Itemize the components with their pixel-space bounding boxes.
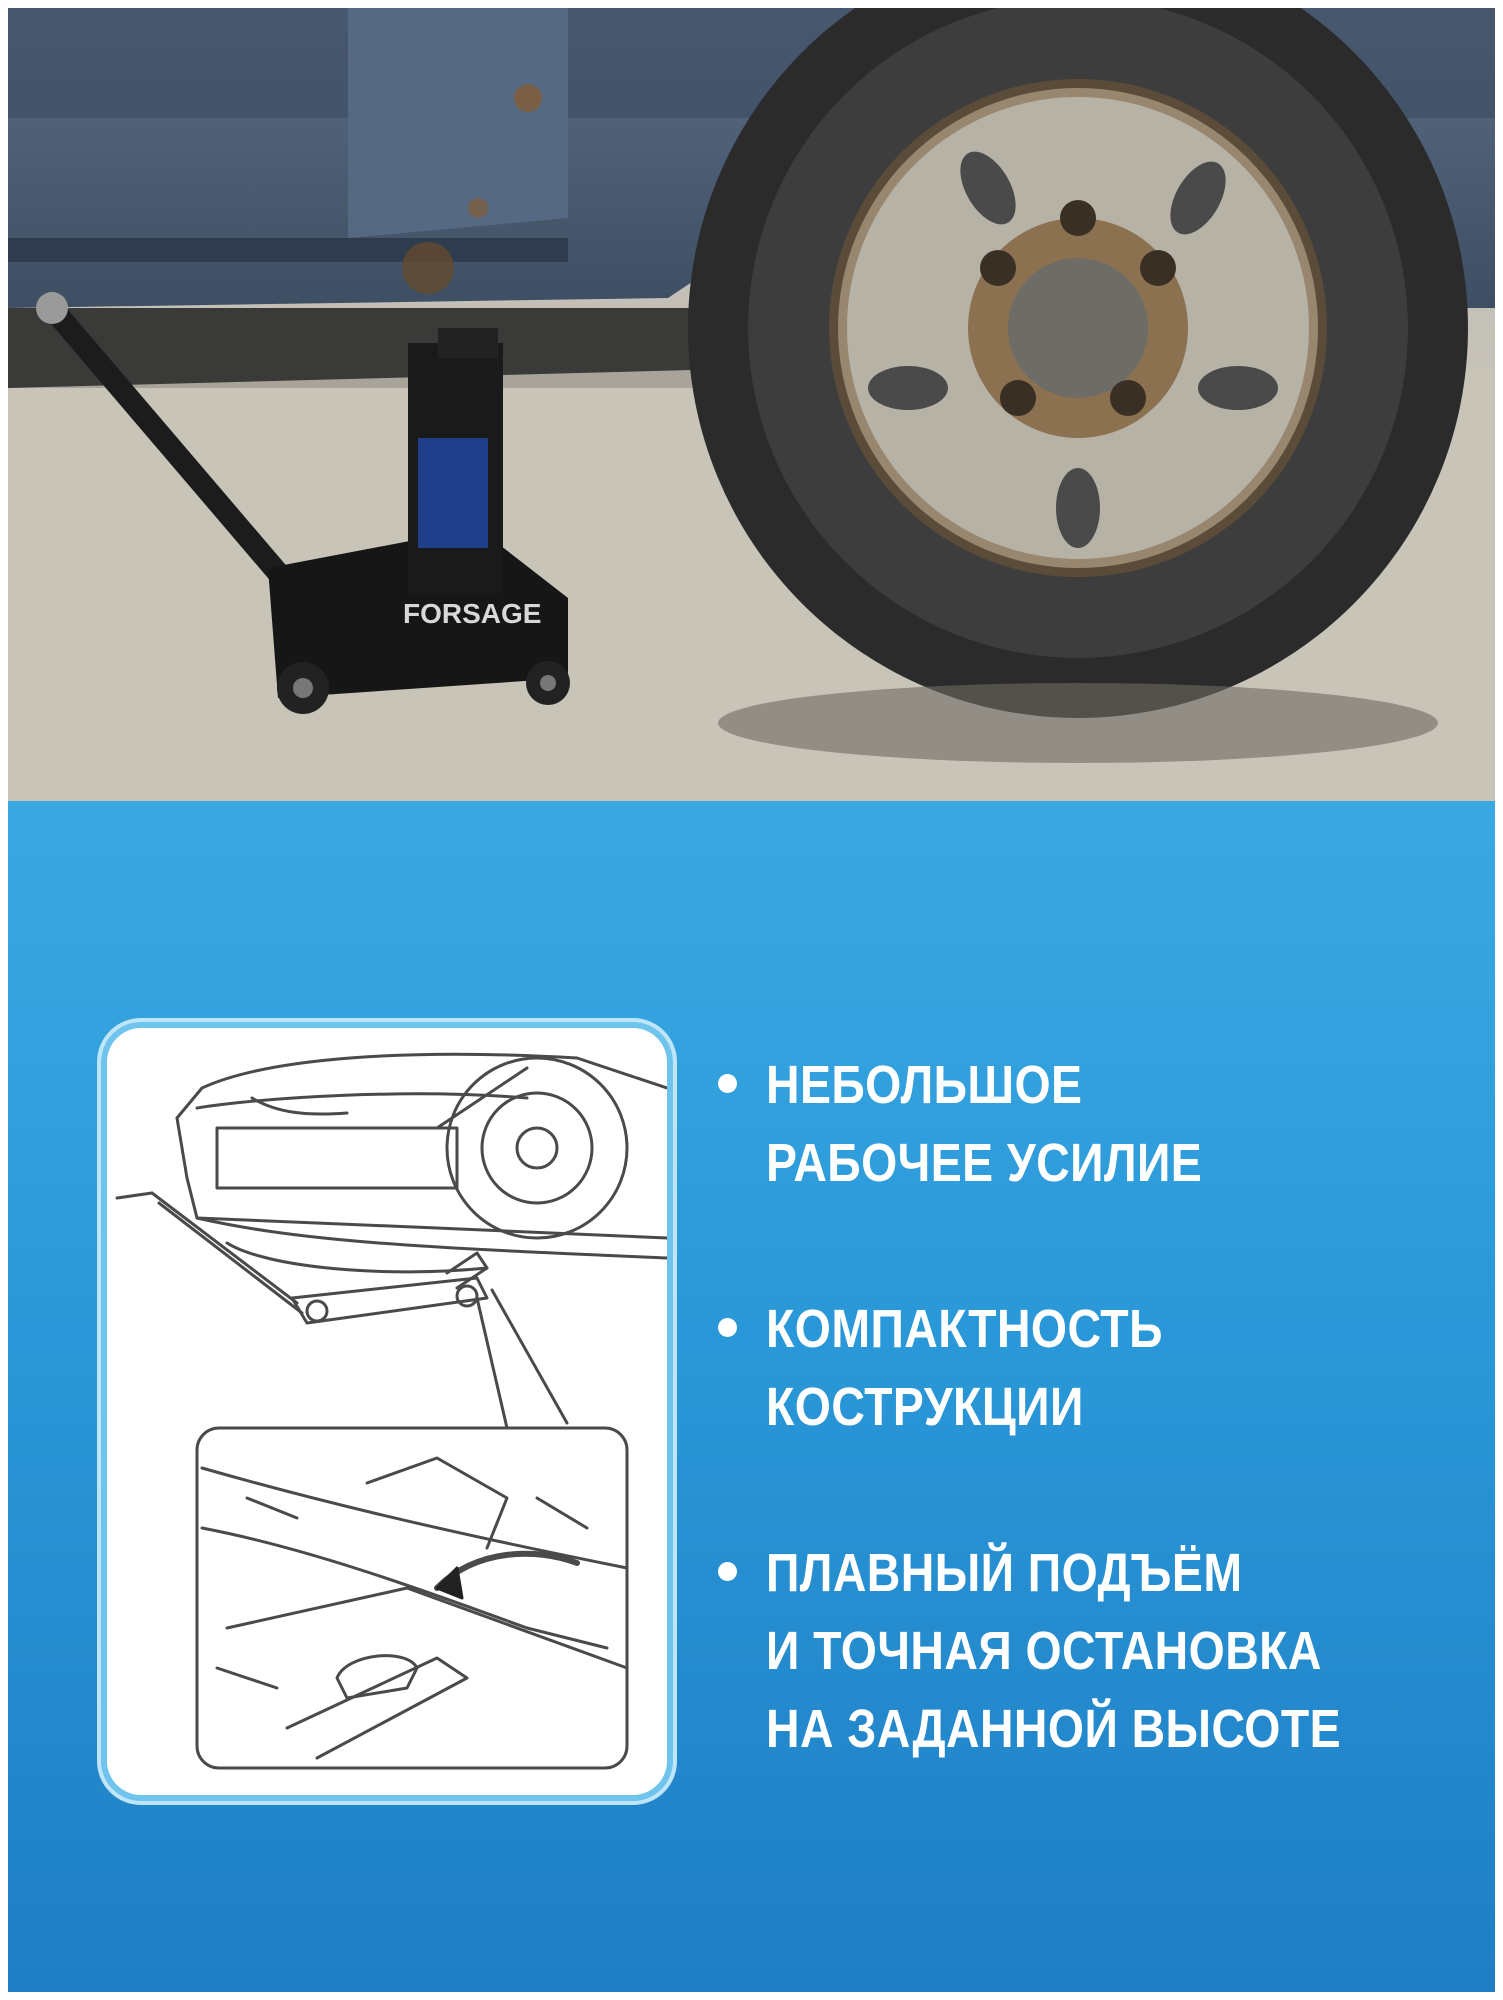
feature-text-line: РАБОЧЕЕ УСИЛИЕ: [766, 1133, 1203, 1193]
bullet-icon: [718, 1318, 737, 1337]
bullet-icon: [718, 1562, 737, 1581]
jack-diagram-card: [107, 1028, 667, 1795]
jack-brand-label: FORSAGE: [403, 598, 542, 629]
feature-text-line: КОМПАКТНОСТЬ: [766, 1299, 1163, 1359]
jack-under-car-diagram-icon: [107, 1028, 667, 1795]
features-panel: [8, 801, 1495, 1992]
jack-lifting-car-photo: [8, 8, 1495, 801]
feature-text-line: КОСТРУКЦИИ: [766, 1377, 1084, 1437]
feature-item-smooth-lift: [708, 1534, 1468, 1768]
feature-text-line: НА ЗАДАННОЙ ВЫСОТЕ: [766, 1699, 1342, 1759]
feature-item-low-effort: [708, 1046, 1468, 1202]
bullet-icon: [718, 1074, 737, 1093]
product-card: [8, 8, 1495, 1992]
feature-text-line: И ТОЧНАЯ ОСТАНОВКА: [766, 1621, 1322, 1681]
feature-text-line: НЕБОЛЬШОЕ: [766, 1055, 1083, 1115]
product-photo: [8, 8, 1495, 801]
feature-list: [708, 1046, 1468, 1768]
feature-text-line: ПЛАВНЫЙ ПОДЪЁМ: [766, 1543, 1243, 1603]
feature-item-compact: [708, 1290, 1468, 1446]
